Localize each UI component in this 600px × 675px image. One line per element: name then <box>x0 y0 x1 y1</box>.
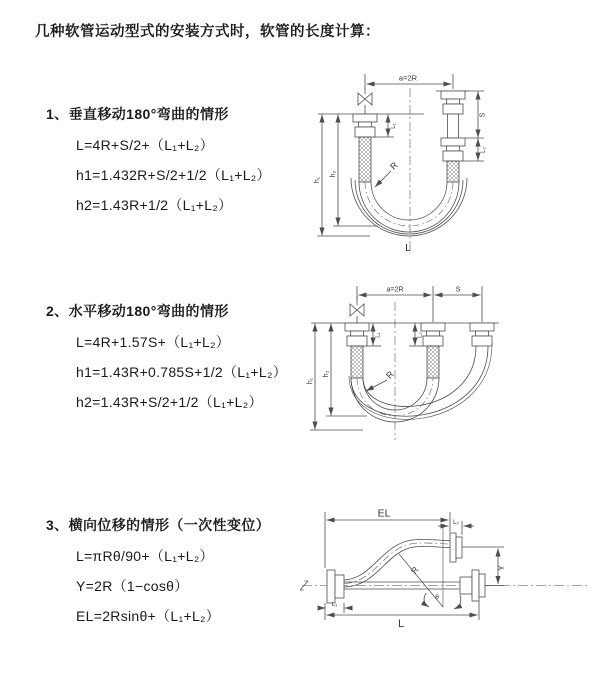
dim-label-h2: h₂ <box>323 370 330 378</box>
dim-label-h1: h₁ <box>307 377 314 385</box>
dimension-l1 <box>374 115 397 138</box>
dim-label-l2: L₂ <box>417 332 424 338</box>
formula-line: L=πRθ/90+（L₁+L₂） <box>76 548 214 564</box>
dim-label-y: Y <box>497 565 506 571</box>
right-hose-fitting <box>470 323 494 346</box>
formula-line: h2=1.43R+1/2（L₁+L₂） <box>76 197 233 213</box>
formula-line: Y=2R（1−cosθ） <box>76 578 189 594</box>
formula-line: h2=1.43R+S/2+1/2（L₁+L₂） <box>76 394 263 410</box>
dim-label-a2r: a=2R <box>398 73 418 83</box>
diagram-horizontal-180-bend <box>303 278 600 463</box>
dim-label-l1: L₁ <box>331 602 338 608</box>
dimension-l2 <box>478 139 487 161</box>
formula-line: L=4R+1.57S+（L₁+L₂） <box>76 334 231 350</box>
dim-label-h1: h₁ <box>314 176 321 184</box>
dim-label-l1: L₁ <box>375 332 382 338</box>
dim-label-l2: L₂ <box>481 147 487 153</box>
dim-label-s: S <box>455 286 461 294</box>
displaced-hose-s-curve <box>344 539 450 587</box>
upper-flange-fitting <box>450 533 462 562</box>
formula-line: h1=1.432R+S/2+1/2（L₁+L₂） <box>76 167 271 183</box>
formula-line: L=4R+S/2+（L₁+L₂） <box>76 137 214 153</box>
section-3-heading: 3、横向位移的情形（一次性变位） <box>46 517 271 533</box>
section-vertical-movement <box>46 104 326 225</box>
right-flange-fitting <box>460 570 485 601</box>
dimension-l1 <box>318 602 352 613</box>
radius-label: R <box>408 564 421 576</box>
hose-u-bend-curves <box>349 344 492 422</box>
dimension-el <box>325 508 450 569</box>
dim-label-l: L <box>397 618 405 630</box>
dim-label-a2r: a=2R <box>386 286 404 294</box>
dimension-a2r <box>357 286 482 322</box>
diagram-vertical-180-bend <box>308 66 598 261</box>
left-flange-fitting <box>327 570 344 603</box>
formula-line: EL=2Rsinθ+（L₁+L₂） <box>76 608 221 624</box>
valve-icon <box>358 88 372 114</box>
section-lateral-displacement <box>46 515 326 636</box>
dim-label-l2: L₂ <box>453 520 459 526</box>
radius-label: R <box>384 369 396 381</box>
middle-hose-fitting <box>421 323 445 378</box>
dim-label-h2: h₂ <box>330 170 337 178</box>
radius-label: R <box>388 160 400 172</box>
angle-label: θ <box>435 594 439 601</box>
valve-icon <box>350 296 364 323</box>
hose-u-bend-curves <box>351 178 467 236</box>
dim-label-el: EL <box>377 507 391 520</box>
diagram-lateral-displacement <box>298 498 598 663</box>
right-hose-fitting <box>441 91 465 182</box>
radius-leader <box>366 369 396 391</box>
left-hose-fitting <box>353 114 377 182</box>
dimension-s <box>435 287 481 296</box>
page-title: 几种软管运动型式的安装方式时，软管的长度计算： <box>35 24 380 40</box>
dim-label-s: S <box>479 112 487 118</box>
dimension-l <box>325 601 479 630</box>
radius-leader <box>375 160 400 187</box>
section-1-heading: 1、垂直移动180°弯曲的情形 <box>46 106 229 122</box>
dimension-a2r <box>365 74 453 90</box>
formula-line: h1=1.43R+0.785S+1/2（L₁+L₂） <box>76 364 287 380</box>
length-label: L <box>405 242 411 254</box>
section-horizontal-movement <box>46 301 326 422</box>
dim-label-l1: L₁ <box>391 123 397 129</box>
left-hose-fitting <box>345 323 369 378</box>
section-2-heading: 2、水平移动180°弯曲的情形 <box>46 303 229 319</box>
